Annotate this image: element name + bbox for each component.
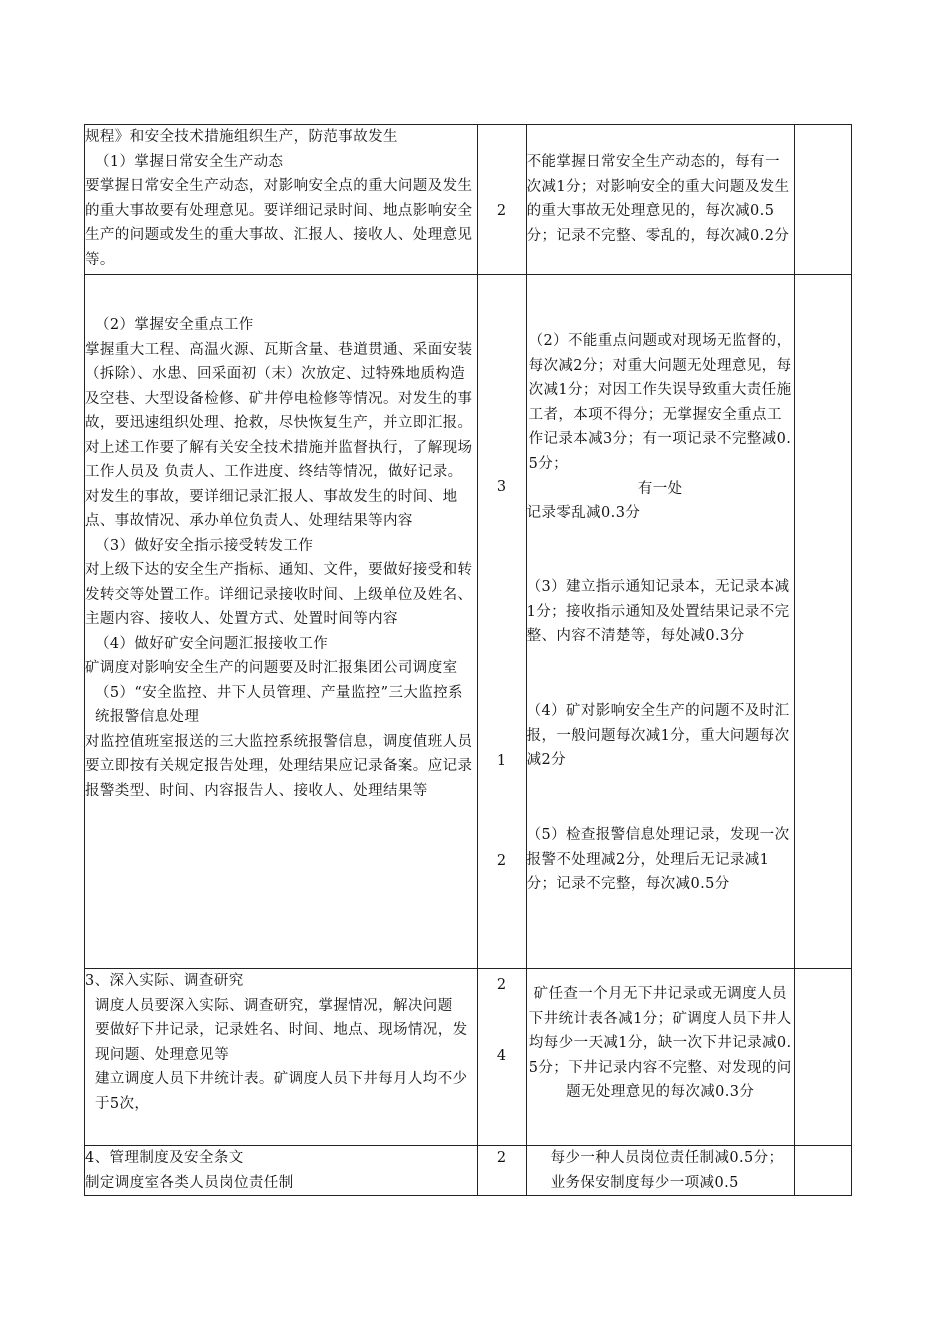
section-title: （4）做好矿安全问题汇报接收工作 bbox=[95, 635, 329, 652]
deduction-text: 每少一种人员岗位责任制减0.5分；业务保安制度每少一项减0.5 bbox=[550, 1150, 784, 1191]
content-cell bbox=[85, 125, 478, 275]
deduction-cell bbox=[526, 125, 794, 275]
deduction-cell bbox=[526, 969, 794, 1146]
score-value: 3 bbox=[496, 479, 507, 495]
content-cell bbox=[85, 275, 478, 969]
score-value: 4 bbox=[496, 1048, 507, 1064]
score-value: 2 bbox=[496, 977, 507, 993]
score-value: 2 bbox=[496, 853, 507, 869]
content-text: 对监控值班室报送的三大监控系统报警信息，调度值班人员要立即按有关规定报告处理，处理结果应记录备案。应记录报警类型、时间、内容报告人、接收人、处理结果等 bbox=[85, 733, 473, 799]
deduction-text: 记录零乱减0.3分 bbox=[526, 505, 641, 521]
table-row bbox=[85, 275, 852, 969]
content-text: 对上级下达的安全生产指标、通知、文件，要做好接受和转发转交等处置工作。详细记录接收时间、上级单位及姓名、主题内容、接收人、处置方式、处置时间等内容 bbox=[85, 562, 473, 627]
deduction-cell bbox=[526, 1146, 794, 1196]
content-text: 要掌握日常安全生产动态，对影响安全点的重大问题及发生的重大事故要有处理意见。要详细记录时间、地点影响安全生产的问题或发生的重大事故、汇报人、接收人、处理意见等。 bbox=[85, 178, 473, 268]
section-title: （3）做好安全指示接受转发工作 bbox=[95, 537, 314, 554]
deduction-cell bbox=[526, 275, 794, 969]
assessment-table bbox=[84, 124, 852, 1196]
deduction-text: 矿任查一个月无下井记录或无调度人员下井统计表各减1分；矿调度人员下井人均每少一天减1分，缺一次下井记录减0.5分；下井记录内容不完整、对发现的问题无处理意见的每次减0.3分 bbox=[528, 986, 792, 1100]
deduction-text: （4）矿对影响安全生产的问题不及时汇报，一般问题每次减1分，重大问题每次减2分 bbox=[526, 703, 790, 768]
score-value: 2 bbox=[496, 203, 507, 219]
score-cell bbox=[477, 1146, 526, 1196]
deduction-text: （2）不能重点问题或对现场无监督的，每次减2分；对重大问题无处理意见，每次减1分；对因工作失误导致重大责任施工者，本项不得分；无掌握安全重点工作记录本减3分；有一项记录不完整减0.5分； bbox=[528, 333, 792, 472]
score-value: 2 bbox=[496, 1150, 507, 1166]
score-cell bbox=[477, 275, 526, 993]
content-cell bbox=[85, 1146, 478, 1196]
remark-cell bbox=[794, 125, 851, 275]
content-text: 调度人员要深入实际、调查研究，掌握情况，解决问题 bbox=[95, 997, 453, 1014]
deduction-text: 不能掌握日常安全生产动态的，每有一次减1分；对影响安全的重大问题及发生的重大事故无处理意见的，每次减0.5分；记录不完整、零乱的，每次减0.2分 bbox=[526, 154, 790, 244]
content-text: 掌握重大工程、高温火源、瓦斯含量、巷道贯通、采面安装（拆除）、水患、回采面初（末）次放定、过特殊地质构造及空巷、大型设备检修、矿井停电检修等情况。对发生的事故，要迅速组织处理、抢救，尽快恢复生产，并立即汇报。 bbox=[85, 341, 473, 431]
score-value: 1 bbox=[496, 753, 507, 769]
content-text: 要做好下井记录，记录姓名、时间、地点、现场情况，发现问题、处理意见等 bbox=[95, 1022, 468, 1063]
score-cell bbox=[477, 125, 526, 275]
deduction-text: （5）检查报警信息处理记录，发现一次报警不处理减2分，处理后无记录减1分；记录不完整，每次减0.5分 bbox=[526, 827, 790, 892]
section-title: （5）“安全监控、井下人员管理、产量监控”三大监控系统报警信息处理 bbox=[95, 684, 463, 725]
content-text: 制定调度室各类人员岗位责任制 bbox=[85, 1174, 294, 1191]
table-row bbox=[85, 125, 852, 275]
section-title: （2）掌握安全重点工作 bbox=[95, 317, 254, 333]
content-text: 矿调度对影响安全生产的问题要及时汇报集团公司调度室 bbox=[85, 660, 458, 676]
table-row bbox=[85, 969, 852, 1146]
section-title: 3、深入实际、调查研究 bbox=[85, 973, 244, 989]
remark-cell bbox=[794, 1146, 851, 1196]
section-title: 4、管理制度及安全条文 bbox=[85, 1150, 244, 1166]
remark-cell bbox=[794, 275, 851, 969]
table-row bbox=[85, 1146, 852, 1196]
content-text: 规程》和安全技术措施组织生产，防范事故发生 bbox=[85, 129, 398, 145]
section-title: （1）掌握日常安全生产动态 bbox=[95, 153, 284, 170]
content-text: 对上述工作要了解有关安全技术措施并监督执行，了解现场工作人员及 负责人、工作进度、终结等情况，做好记录。对发生的事故，要详细记录汇报人、事故发生的时间、地点、事故情况、承办单位负责人、处理结果等内容 bbox=[85, 439, 473, 529]
deduction-text: 有一处 bbox=[637, 481, 683, 497]
remark-cell bbox=[794, 969, 851, 1146]
content-cell bbox=[85, 969, 478, 1146]
deduction-text: （3）建立指示通知记录本，无记录本减1分；接收指示通知及处置结果记录不完整、内容不清楚等，每处减0.3分 bbox=[526, 579, 790, 644]
content-text: 建立调度人员下井统计表。矿调度人员下井每月人均不少于5次， bbox=[95, 1071, 468, 1112]
